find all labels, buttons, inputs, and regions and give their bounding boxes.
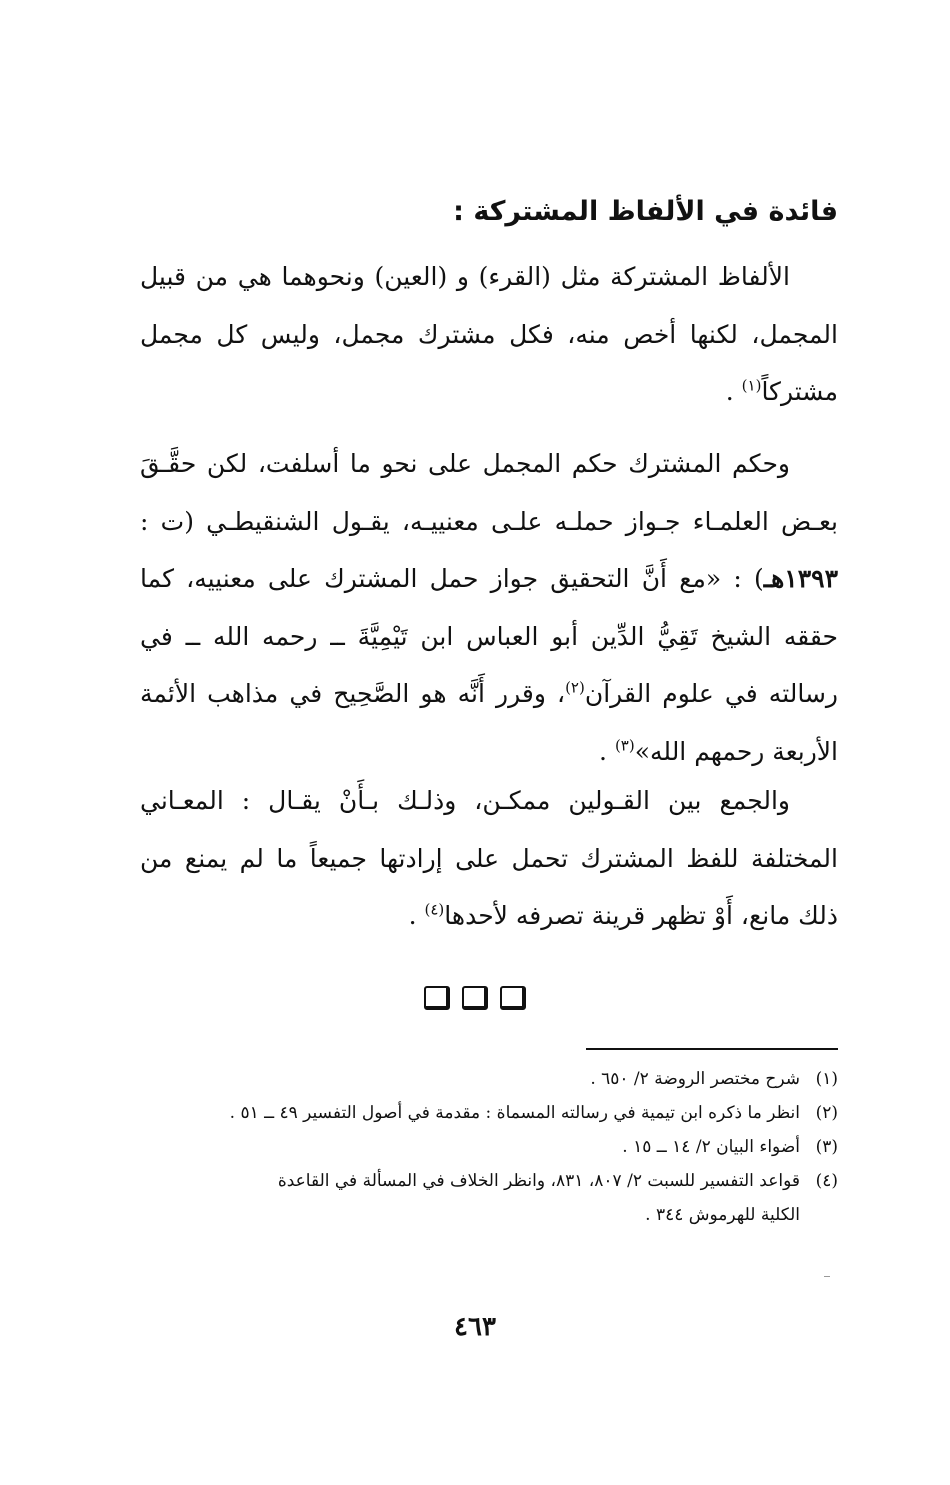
footnote-text: انظر ما ذكره ابن تيمية في رسالته المسماة : مقدمة في أصول التفسير ٤٩ ــ ٥١ .: [229, 1103, 800, 1123]
footnote-ref-4: (٤): [424, 900, 445, 919]
scan-speck: [824, 1276, 830, 1277]
paragraph-1-end: .: [725, 377, 742, 406]
paragraph-1-text: الألفاظ المشتركة مثل (القرء) و (العين) ونحوهما هي من قبيل المجمل، لكنها أخص منه، فكل مشترك مجمل، وليس كل مجمل مشتركاً: [140, 262, 838, 406]
ornament-box-icon: [462, 986, 488, 1010]
footnote-3: [138, 1130, 838, 1164]
footnote-ref-1: (١): [741, 376, 762, 395]
footnote-number: (٢): [815, 1103, 838, 1123]
footnote-separator: [586, 1048, 838, 1050]
paragraph-2-text-a: وحكم المشترك حكم المجمل على نحو ما أسلفت، لكن حقَّـقَ بعـض العلمـاء جـواز حملـه علـى معنييـه، يقـول الشنقيطـي (ت :: [140, 449, 838, 536]
footnote-text: شرح مختصر الروضة ٢/ ٦٥٠ .: [590, 1069, 800, 1089]
death-year: ١٣٩٣هـ: [763, 564, 838, 593]
paragraph-2: [140, 435, 838, 780]
footnote-text: قواعد التفسير للسبت ٢/ ٨٠٧، ٨٣١، وانظر الخلاف في المسألة في القاعدة: [277, 1171, 800, 1191]
page-number: ٤٦٣: [454, 1312, 496, 1342]
footnote-1: [138, 1062, 838, 1096]
footnote-text: أضواء البيان ٢/ ١٤ ــ ١٥ .: [622, 1137, 800, 1157]
footnote-ref-2: (٢): [565, 678, 585, 697]
footnote-ref-3: (٣): [614, 736, 635, 755]
footnote-number: (٤): [815, 1171, 838, 1191]
section-heading: فائدة في الألفاظ المشتركة :: [453, 196, 838, 227]
section-end-ornament: [0, 986, 950, 1014]
footnote-4: [138, 1164, 838, 1232]
paragraph-1: [140, 248, 838, 421]
footnote-number: (٣): [815, 1137, 838, 1157]
paragraph-3-end: .: [408, 901, 425, 930]
footnote-2: [138, 1096, 838, 1130]
paragraph-3: [140, 772, 838, 945]
paragraph-3-text: والجمع بين القـولين ممكـن، وذلـك بـأَنْ يقـال : المعـاني المختلفة للفظ المشترك تحمل على إرادتها جميعاً ما لم يمنع من ذلك مانع، أَوْ تظهر قرينة تصرفه لأحدها: [140, 786, 838, 930]
paragraph-2-text-c: ، وقرر أَنَّه هو الصَّحِيح في مذاهب الأئمة الأربعة رحمهم الله»: [140, 679, 838, 766]
paragraph-2-text-b: ) : «مع أَنَّ التحقيق جواز حمل المشترك على معنييه، كما حققه الشيخ تَقِيُّ الدِّين أبو العباس ابن تَيْمِيَّةَ ــ رحمه الله ــ في رسالته في علوم القرآن: [140, 564, 838, 708]
footnote-continuation: الكلية للهرموش ٣٤٤ .: [645, 1205, 800, 1225]
ornament-box-icon: [500, 986, 526, 1010]
paragraph-2-end: .: [599, 736, 615, 766]
ornament-box-icon: [424, 986, 450, 1010]
footnote-number: (١): [815, 1069, 838, 1089]
footnotes-list: [138, 1062, 838, 1232]
